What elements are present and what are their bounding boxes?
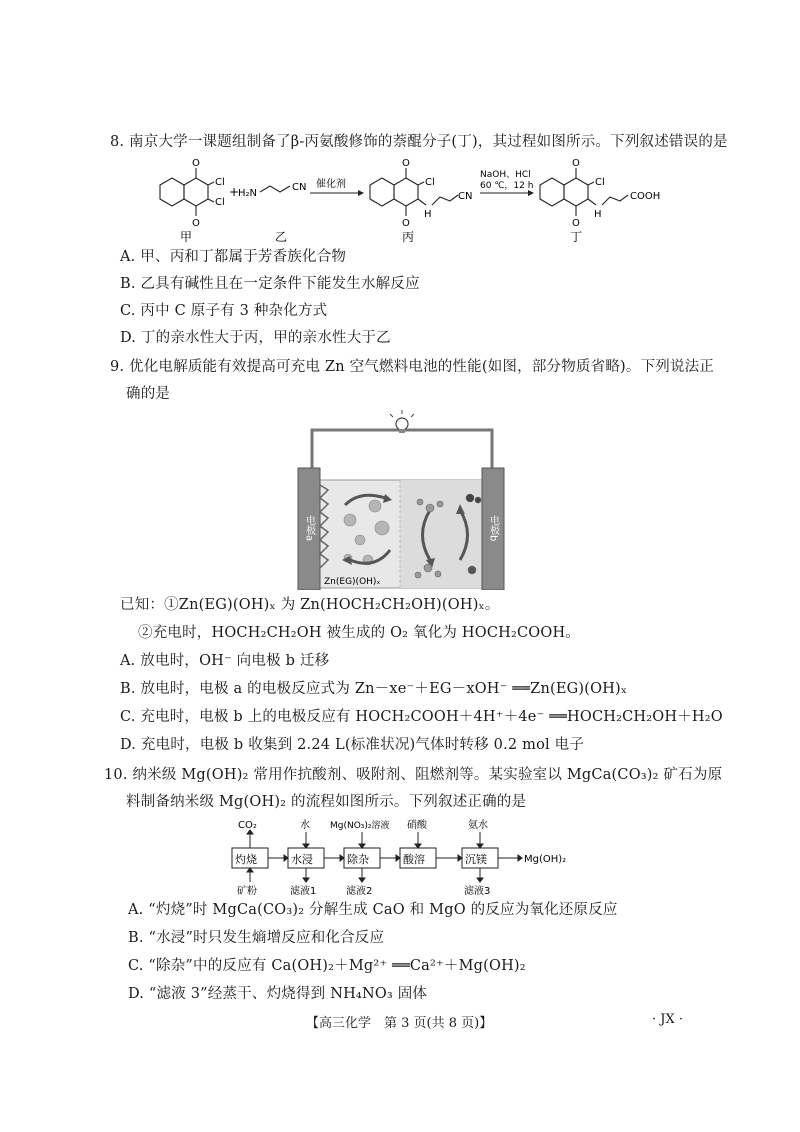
q10-flow-diagram (222, 818, 602, 896)
electrode-a-label: 电极a (303, 515, 315, 542)
q10-option-b: B. “水浸”时只发生熵增反应和化合反应 (128, 930, 385, 946)
q9-battery-figure (290, 410, 520, 590)
input-co2: CO₂ (238, 820, 257, 831)
plus-sign: + (229, 185, 240, 199)
q8-option-b: B. 乙具有碱性且在一定条件下能发生水解反应 (120, 276, 420, 292)
q10-option-d: D. “滤液 3”经蒸干、灼烧得到 NH₄NO₃ 固体 (128, 986, 428, 1002)
step-precipitate-mg: 沉镁 (465, 853, 487, 866)
step-water-leach: 水浸 (291, 853, 313, 866)
label-ding: 丁 (570, 230, 583, 244)
q9-given-1: 已知：①Zn(EG)(OH)ₓ 为 Zn(HOCH₂CH₂OH)(OH)ₓ。 (120, 597, 500, 613)
nitrile-bing: CN (458, 191, 473, 202)
bing-h: H (424, 209, 432, 220)
q9-stem-line1: 9. 优化电解质能有效提高可充电 Zn 空气燃料电池的性能(如图，部分物质省略)。下列说法正 (110, 359, 715, 375)
step-acid-dissolve: 酸溶 (403, 853, 425, 866)
zn-eg-label: Zn(EG)(OH)ₓ (324, 577, 381, 587)
label-jia: 甲 (180, 230, 193, 244)
footer-code: · JX · (652, 1012, 683, 1027)
input-water: 水 (300, 820, 310, 831)
input-ore-powder: 矿粉 (237, 886, 257, 896)
jia-o-top: O (192, 158, 200, 169)
q9-option-c: C. 充电时，电极 b 上的电极反应有 HOCH₂COOH＋4H⁺＋4e⁻ ══HOCH₂CH₂OH＋H₂O (120, 709, 723, 725)
q8-reaction-scheme (140, 155, 700, 245)
reagent-label: NaOH、HCl (480, 170, 531, 180)
bing-o-top: O (402, 158, 410, 169)
bing-o-bottom: O (402, 218, 410, 229)
q10-stem-line2: 料制备纳米级 Mg(OH)₂ 的流程如图所示。下列叙述正确的是 (126, 794, 527, 810)
step-remove-impurity: 除杂 (347, 853, 369, 866)
q8-stem: 8. 南京大学一课题组制备了β-丙氨酸修饰的萘醌分子(丁)，其过程如图所示。下列叙述错误的是 (110, 134, 728, 150)
q8-option-d: D. 丁的亲水性大于丙，甲的亲水性大于乙 (120, 330, 391, 346)
compound-bing-structure (370, 168, 458, 216)
q10-option-c: C. “除杂”中的反应有 Ca(OH)₂＋Mg²⁺ ══Ca²⁺＋Mg(OH)₂ (128, 958, 526, 974)
filtrate-2: 滤液2 (346, 886, 373, 896)
page-footer: 【高三化学 第 3 页(共 8 页)】 (306, 1016, 493, 1031)
filtrate-3: 滤液3 (464, 886, 491, 896)
product-label: Mg(OH)₂ (524, 854, 567, 865)
ding-h: H (594, 209, 602, 220)
q9-option-b: B. 放电时，电极 a 的电极反应式为 Zn－xe⁻＋EG－xOH⁻ ══Zn(EG)(OH)ₓ (120, 681, 628, 697)
q10-stem-line1: 10. 纳米级 Mg(OH)₂ 常用作抗酸剂、吸附剂、阻燃剂等。某实验室以 MgCa(CO₃)₂ 矿石为原 (104, 767, 723, 783)
compound-ding-structure (540, 168, 628, 216)
q9-option-a: A. 放电时，OH⁻ 向电极 b 迁移 (120, 653, 330, 669)
step-roast: 灼烧 (235, 853, 257, 866)
amine-group: H₂N (238, 188, 258, 199)
condition-label: 60 ℃，12 h (480, 181, 534, 191)
q8-option-c: C. 丙中 C 原子有 3 种杂化方式 (120, 303, 328, 319)
q9-option-d: D. 充电时，电极 b 收集到 2.24 L(标准状况)气体时转移 0.2 mol 电子 (120, 737, 585, 753)
jia-cl-top: Cl (215, 177, 225, 188)
q9-stem-line2: 确的是 (126, 386, 171, 402)
jia-o-bottom: O (192, 218, 200, 229)
q9-given-2: ②充电时，HOCH₂CH₂OH 被生成的 O₂ 氧化为 HOCH₂COOH。 (138, 625, 581, 641)
q8-option-a: A. 甲、丙和丁都属于芳香族化合物 (120, 249, 347, 265)
q10-option-a: A. “灼烧”时 MgCa(CO₃)₂ 分解生成 CaO 和 MgO 的反应为氧化还原反应 (128, 902, 618, 918)
nitrile-yi: CN (292, 182, 307, 193)
cooh-group: COOH (630, 191, 661, 202)
ding-o-bottom: O (572, 218, 580, 229)
electrode-b-label: 电极b (487, 515, 499, 542)
filtrate-1: 滤液1 (290, 886, 317, 896)
compound-jia-structure (160, 168, 214, 216)
bing-cl: Cl (425, 177, 435, 188)
catalyst-label: 催化剂 (316, 179, 346, 190)
input-nitric-acid: 硝酸 (407, 820, 427, 831)
label-yi: 乙 (275, 230, 288, 244)
input-mgno3: Mg(NO₃)₂溶液 (330, 821, 390, 831)
label-bing: 丙 (402, 230, 415, 244)
input-ammonia: 氨水 (468, 820, 488, 831)
ding-cl: Cl (595, 177, 605, 188)
ding-o-top: O (572, 158, 580, 169)
jia-cl-bottom: Cl (215, 197, 225, 208)
